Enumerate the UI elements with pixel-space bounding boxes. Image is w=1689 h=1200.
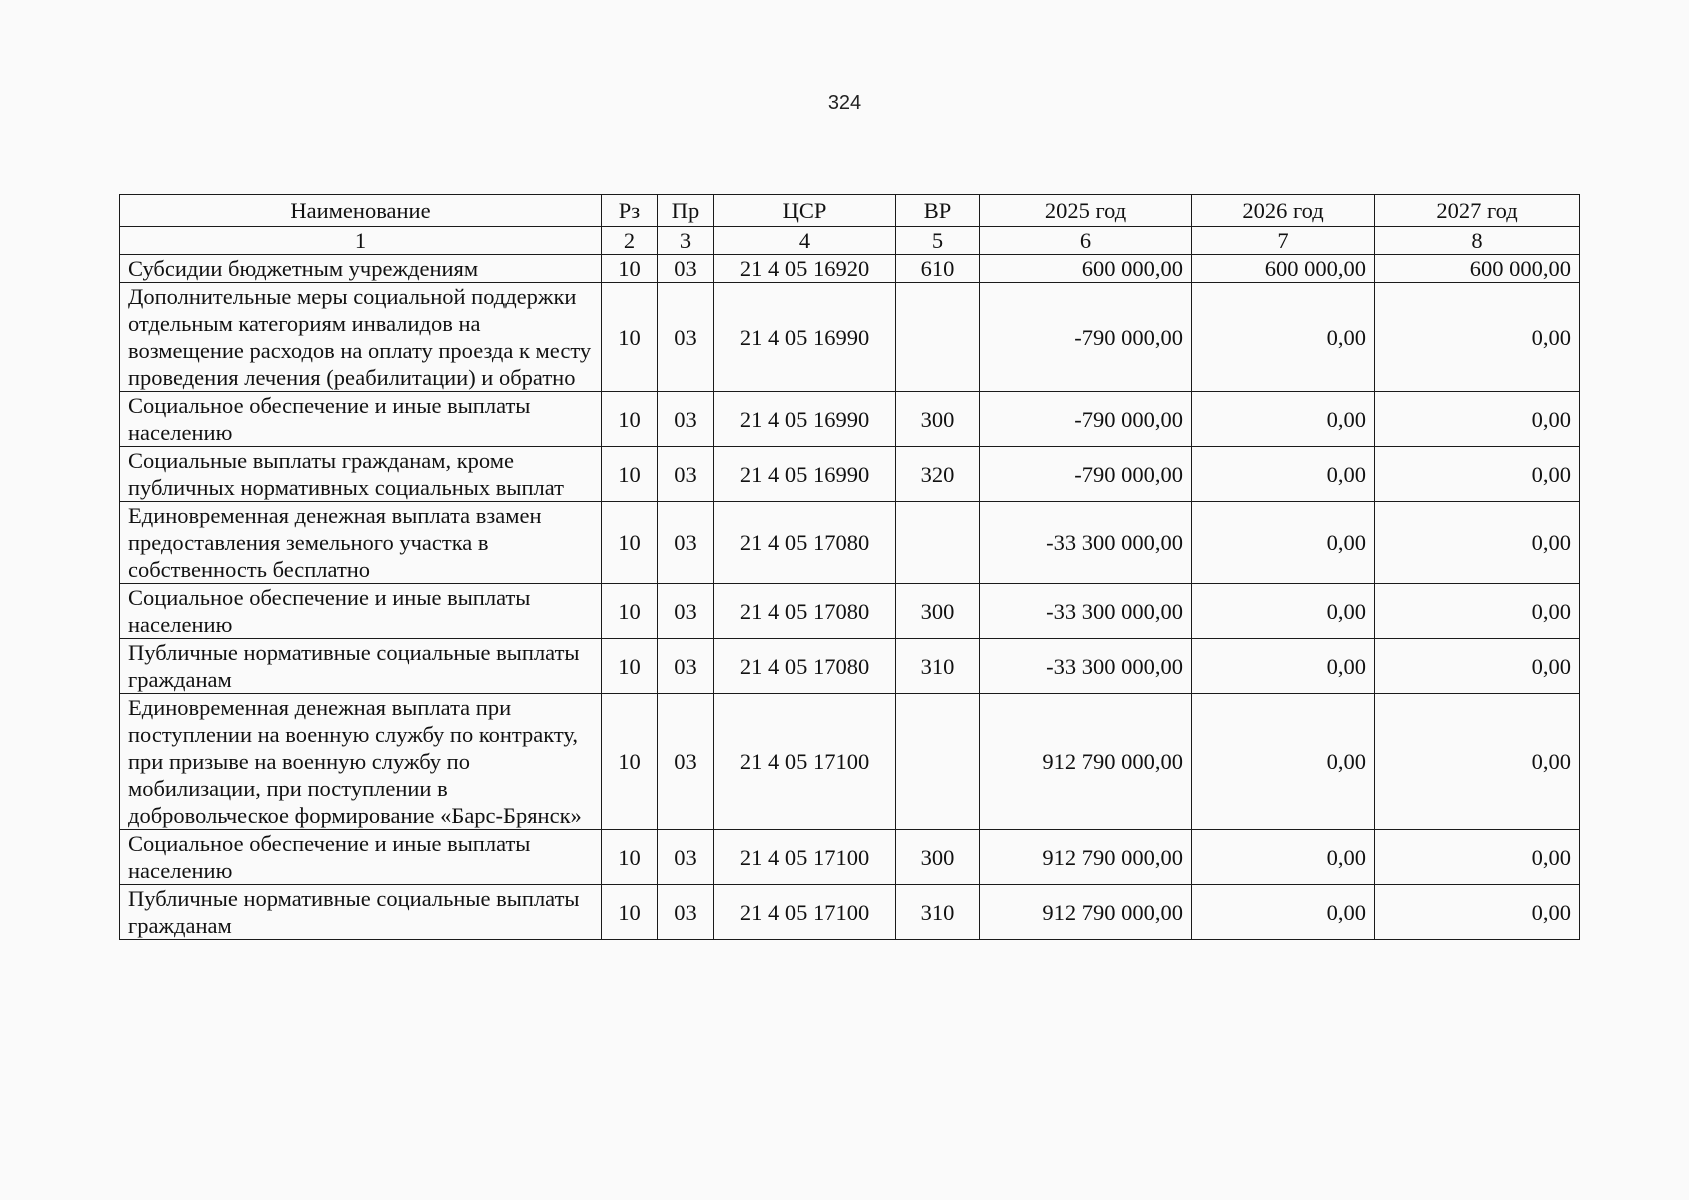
row-name: Социальные выплаты гражданам, кроме публичных нормативных социальных выплат bbox=[120, 447, 602, 502]
header-rz: Рз bbox=[602, 195, 658, 227]
table-row bbox=[120, 255, 1580, 283]
row-2027: 0,00 bbox=[1375, 392, 1580, 447]
row-rz: 10 bbox=[602, 447, 658, 502]
row-rz: 10 bbox=[602, 283, 658, 392]
row-2027: 0,00 bbox=[1375, 584, 1580, 639]
row-2025: -790 000,00 bbox=[980, 283, 1192, 392]
column-number: 2 bbox=[602, 227, 658, 255]
row-rz: 10 bbox=[602, 392, 658, 447]
row-vr: 310 bbox=[896, 885, 980, 940]
table-row bbox=[120, 447, 1580, 502]
row-name: Социальное обеспечение и иные выплаты населению bbox=[120, 830, 602, 885]
row-2025: -33 300 000,00 bbox=[980, 584, 1192, 639]
row-pr: 03 bbox=[658, 447, 714, 502]
row-rz: 10 bbox=[602, 639, 658, 694]
row-csr: 21 4 05 17100 bbox=[714, 694, 896, 830]
row-csr: 21 4 05 17080 bbox=[714, 639, 896, 694]
row-2026: 0,00 bbox=[1192, 885, 1375, 940]
row-2027: 0,00 bbox=[1375, 502, 1580, 584]
header-2025: 2025 год bbox=[980, 195, 1192, 227]
row-pr: 03 bbox=[658, 502, 714, 584]
header-row bbox=[120, 195, 1580, 227]
row-vr: 300 bbox=[896, 830, 980, 885]
row-name: Субсидии бюджетным учреждениям bbox=[120, 255, 602, 283]
page-number: 324 bbox=[827, 92, 862, 114]
row-csr: 21 4 05 17080 bbox=[714, 502, 896, 584]
table-row bbox=[120, 694, 1580, 830]
table-row bbox=[120, 639, 1580, 694]
row-pr: 03 bbox=[658, 639, 714, 694]
row-2027: 600 000,00 bbox=[1375, 255, 1580, 283]
header-vr: ВР bbox=[896, 195, 980, 227]
row-csr: 21 4 05 17080 bbox=[714, 584, 896, 639]
row-vr: 300 bbox=[896, 584, 980, 639]
header-csr: ЦСР bbox=[714, 195, 896, 227]
row-rz: 10 bbox=[602, 694, 658, 830]
row-2026: 0,00 bbox=[1192, 639, 1375, 694]
row-name: Публичные нормативные социальные выплаты гражданам bbox=[120, 639, 602, 694]
row-2025: 912 790 000,00 bbox=[980, 694, 1192, 830]
row-2025: 912 790 000,00 bbox=[980, 830, 1192, 885]
column-number: 1 bbox=[120, 227, 602, 255]
row-name: Социальное обеспечение и иные выплаты населению bbox=[120, 392, 602, 447]
row-2026: 0,00 bbox=[1192, 447, 1375, 502]
table-row bbox=[120, 830, 1580, 885]
row-2027: 0,00 bbox=[1375, 447, 1580, 502]
row-2025: -790 000,00 bbox=[980, 392, 1192, 447]
budget-table bbox=[119, 194, 1580, 940]
column-number: 8 bbox=[1375, 227, 1580, 255]
table-row bbox=[120, 885, 1580, 940]
row-pr: 03 bbox=[658, 255, 714, 283]
row-2025: 600 000,00 bbox=[980, 255, 1192, 283]
row-pr: 03 bbox=[658, 392, 714, 447]
header-pr: Пр bbox=[658, 195, 714, 227]
column-number: 7 bbox=[1192, 227, 1375, 255]
row-2025: -33 300 000,00 bbox=[980, 502, 1192, 584]
row-2025: -790 000,00 bbox=[980, 447, 1192, 502]
row-2027: 0,00 bbox=[1375, 830, 1580, 885]
row-csr: 21 4 05 16920 bbox=[714, 255, 896, 283]
row-csr: 21 4 05 16990 bbox=[714, 283, 896, 392]
row-csr: 21 4 05 16990 bbox=[714, 392, 896, 447]
row-name: Дополнительные меры социальной поддержки отдельным категориям инвалидов на возмещение расходов на оплату проезда к месту проведения лечения (реабилитации) и обратно bbox=[120, 283, 602, 392]
row-vr: 300 bbox=[896, 392, 980, 447]
row-pr: 03 bbox=[658, 830, 714, 885]
row-vr bbox=[896, 283, 980, 392]
column-number: 4 bbox=[714, 227, 896, 255]
row-vr bbox=[896, 502, 980, 584]
row-vr: 610 bbox=[896, 255, 980, 283]
header-2027: 2027 год bbox=[1375, 195, 1580, 227]
row-rz: 10 bbox=[602, 885, 658, 940]
column-number: 3 bbox=[658, 227, 714, 255]
row-csr: 21 4 05 17100 bbox=[714, 830, 896, 885]
row-pr: 03 bbox=[658, 584, 714, 639]
row-rz: 10 bbox=[602, 584, 658, 639]
row-2027: 0,00 bbox=[1375, 885, 1580, 940]
row-pr: 03 bbox=[658, 283, 714, 392]
row-2026: 0,00 bbox=[1192, 830, 1375, 885]
row-2027: 0,00 bbox=[1375, 694, 1580, 830]
row-vr: 310 bbox=[896, 639, 980, 694]
table-row bbox=[120, 392, 1580, 447]
row-csr: 21 4 05 17100 bbox=[714, 885, 896, 940]
table-row bbox=[120, 584, 1580, 639]
row-2026: 0,00 bbox=[1192, 584, 1375, 639]
table-row bbox=[120, 502, 1580, 584]
row-rz: 10 bbox=[602, 502, 658, 584]
row-pr: 03 bbox=[658, 694, 714, 830]
row-2026: 0,00 bbox=[1192, 392, 1375, 447]
row-2027: 0,00 bbox=[1375, 283, 1580, 392]
header-2026: 2026 год bbox=[1192, 195, 1375, 227]
table-row bbox=[120, 283, 1580, 392]
row-2026: 0,00 bbox=[1192, 283, 1375, 392]
column-number-row bbox=[120, 227, 1580, 255]
row-2025: -33 300 000,00 bbox=[980, 639, 1192, 694]
row-2025: 912 790 000,00 bbox=[980, 885, 1192, 940]
row-name: Единовременная денежная выплата взамен предоставления земельного участка в собственность бесплатно bbox=[120, 502, 602, 584]
header-name: Наименование bbox=[120, 195, 602, 227]
row-2026: 0,00 bbox=[1192, 502, 1375, 584]
row-pr: 03 bbox=[658, 885, 714, 940]
row-rz: 10 bbox=[602, 830, 658, 885]
row-vr bbox=[896, 694, 980, 830]
row-csr: 21 4 05 16990 bbox=[714, 447, 896, 502]
row-name: Единовременная денежная выплата при поступлении на военную службу по контракту, при призыве на военную службу по мобилизации, при поступлении в добровольческое формирование «Барс-Брянск» bbox=[120, 694, 602, 830]
row-name: Социальное обеспечение и иные выплаты населению bbox=[120, 584, 602, 639]
row-name: Публичные нормативные социальные выплаты гражданам bbox=[120, 885, 602, 940]
column-number: 6 bbox=[980, 227, 1192, 255]
row-rz: 10 bbox=[602, 255, 658, 283]
row-2027: 0,00 bbox=[1375, 639, 1580, 694]
row-2026: 600 000,00 bbox=[1192, 255, 1375, 283]
row-2026: 0,00 bbox=[1192, 694, 1375, 830]
column-number: 5 bbox=[896, 227, 980, 255]
row-vr: 320 bbox=[896, 447, 980, 502]
